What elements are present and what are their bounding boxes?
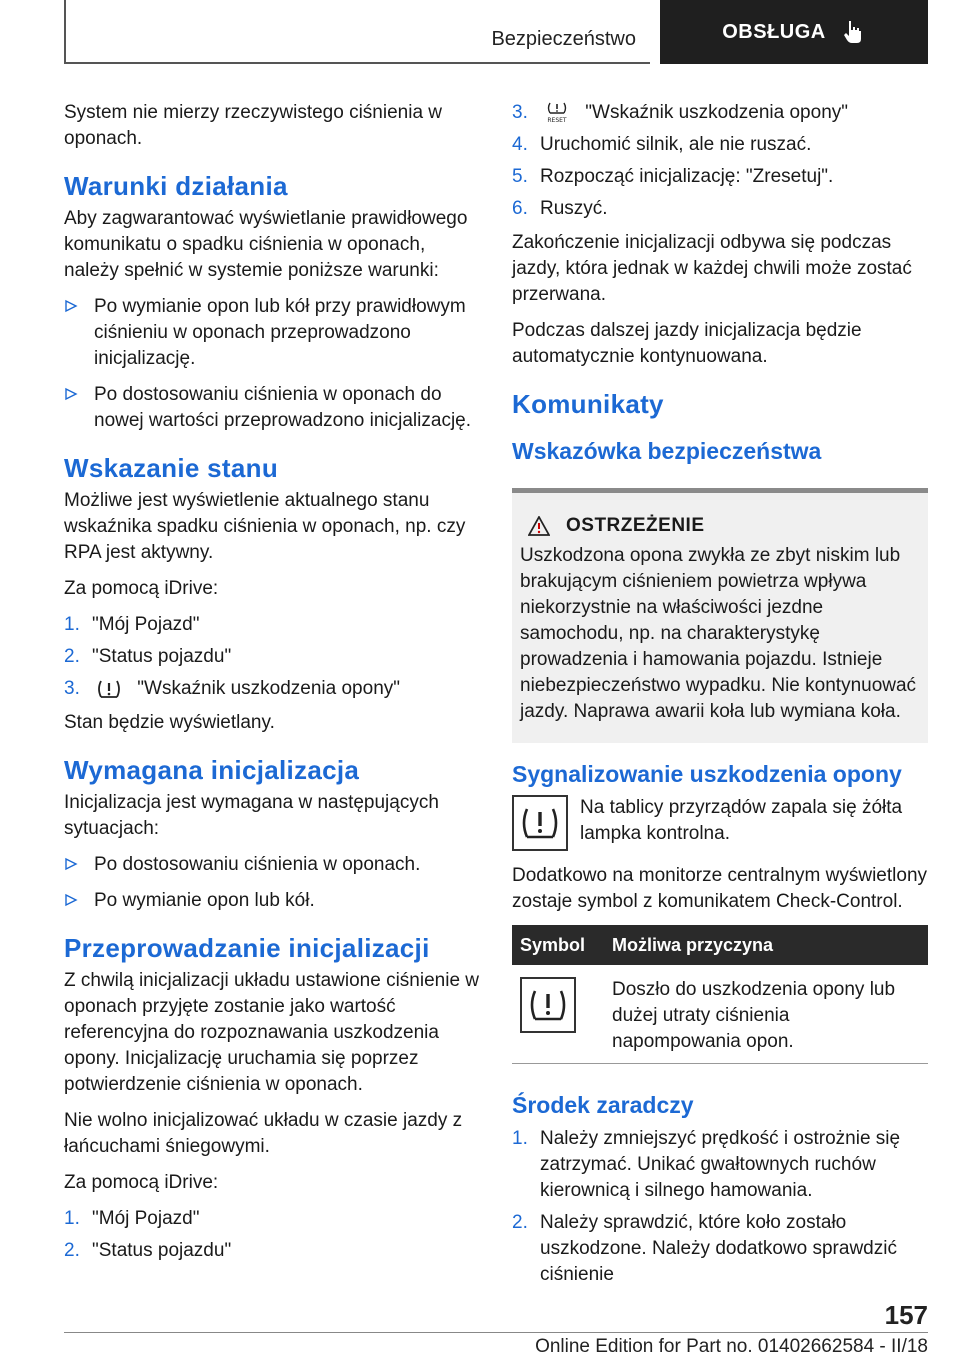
header-tab bbox=[660, 0, 928, 64]
operating-conditions-text: Aby zagwarantować wyświetlanie prawidłowego komunikatu o spadku ciśnienia w oponach, należy spełnić w systemie poniższe warunki: bbox=[64, 208, 468, 281]
completion-text: Zakończenie inicjalizacji odbywa się podczas jazdy, która jednak w każdej chwili może zostać przerwana. bbox=[512, 232, 912, 305]
table-cell-symbol bbox=[512, 965, 604, 1064]
status-heading: Wskazanie stanu bbox=[64, 453, 279, 483]
operating-conditions-list bbox=[64, 294, 480, 434]
list-item: Po dostosowaniu ciśnienia w oponach do nowej wartości przeprowadzono inicjalizację. bbox=[64, 382, 480, 434]
tpms-indicator-icon bbox=[512, 795, 568, 851]
safety-heading: Wskazówka bezpieczeństwa bbox=[512, 438, 822, 464]
header-underline bbox=[64, 62, 650, 64]
perform-init-via: Za pomocą iDrive: bbox=[64, 1172, 219, 1193]
list-item: 2. "Status pojazdu" bbox=[64, 646, 232, 667]
remedy-heading: Środek zaradczy bbox=[512, 1092, 694, 1118]
list-item: Po wymianie opon lub kół przy prawidłowym ciśnieniu w oponach przeprowadzono inicjalizację. bbox=[64, 294, 480, 372]
list-item: 1. "Mój Pojazd" bbox=[64, 614, 200, 635]
check-control-text: Dodatkowo na monitorze centralnym wyświetlony zostaje symbol z komunikatem Check-Control. bbox=[512, 865, 928, 912]
svg-text:RESET: RESET bbox=[547, 116, 567, 124]
list-item: 6. Ruszyć. bbox=[512, 198, 608, 219]
warning-label: OSTRZEŻENIE bbox=[566, 515, 705, 536]
list-item: 4. Uruchomić silnik, ale nie ruszać. bbox=[512, 134, 812, 155]
list-item: 2. Należy sprawdzić, które koło zostało uszkodzone. Należy dodatkowo sprawdzić ciśnienie bbox=[512, 1212, 897, 1285]
list-item: 3. RESET "Wskaźnik uszkodzenia opony" bbox=[512, 102, 849, 124]
intro-text: System nie mierzy rzeczywistego ciśnienia w oponach. bbox=[64, 102, 443, 149]
remedy-steps bbox=[512, 1126, 928, 1288]
perform-init-text: Z chwilą inicjalizacji układu ustawione ciśnienie w oponach przyjęte zostanie jako wartość referencyjna do rozpoznawania uszkodzenia opony. Inicjalizację uruchamia się poprzez potwierdzenie ciśnienia w oponach. bbox=[64, 970, 480, 1095]
triangle-bullet-icon bbox=[64, 857, 78, 871]
status-via: Za pomocą iDrive: bbox=[64, 578, 219, 599]
perform-init-steps bbox=[64, 1206, 480, 1264]
symbol-table bbox=[512, 925, 928, 1064]
table-header-row bbox=[512, 925, 928, 965]
status-steps bbox=[64, 612, 480, 702]
status-result: Stan będzie wyświetlany. bbox=[64, 712, 275, 733]
list-item: 1. Należy zmniejszyć prędkość i ostrożnie się zatrzymać. Unikać gwałtownych ruchów kierownicą i silnego hamowania. bbox=[512, 1128, 901, 1201]
list-item: 3. "Wskaźnik uszkodzenia opony" bbox=[64, 678, 401, 699]
footer-edition: Online Edition for Part no. 01402662584 - II/18 bbox=[535, 1336, 928, 1357]
table-header-cause: Możliwa przyczyna bbox=[604, 925, 928, 965]
list-item: 1. "Mój Pojazd" bbox=[64, 1208, 200, 1229]
triangle-bullet-icon bbox=[64, 387, 78, 401]
required-init-list bbox=[64, 852, 480, 914]
triangle-bullet-icon bbox=[64, 299, 78, 313]
signal-heading: Sygnalizowanie uszkodzenia opony bbox=[512, 761, 902, 787]
header-tab-label: OBSŁUGA bbox=[722, 20, 826, 43]
operating-conditions-heading: Warunki działania bbox=[64, 171, 288, 201]
warning-title bbox=[528, 515, 920, 537]
list-item: Po wymianie opon lub kół. bbox=[64, 888, 480, 914]
list-item: 5. Rozpocząć inicjalizację: "Zresetuj". bbox=[512, 166, 834, 187]
warning-box bbox=[512, 488, 928, 743]
perform-init-snow-chains: Nie wolno inicjalizować układu w czasie jazdy z łańcuchami śniegowymi. bbox=[64, 1110, 463, 1157]
header-section-title: Bezpieczeństwo bbox=[491, 28, 636, 50]
indicator-row bbox=[512, 795, 928, 851]
warning-triangle-icon bbox=[528, 516, 550, 536]
pointing-hand-icon bbox=[840, 19, 866, 45]
init-continue-steps bbox=[512, 100, 928, 222]
tpms-indicator-icon bbox=[520, 977, 576, 1033]
messages-heading: Komunikaty bbox=[512, 389, 664, 419]
tire-pressure-icon bbox=[96, 678, 122, 700]
table-header-symbol: Symbol bbox=[512, 925, 604, 965]
right-column bbox=[512, 100, 928, 1296]
page-number: 157 bbox=[884, 1300, 928, 1330]
table-cell-cause: Doszło do uszkodzenia opony lub dużej utraty ciśnienia napompowania opon. bbox=[604, 965, 928, 1064]
required-init-heading: Wymagana inicjalizacja bbox=[64, 755, 360, 785]
status-text: Możliwe jest wyświetlenie aktualnego stanu wskaźnika spadku ciśnienia w oponach, np. czy RPA jest aktywny. bbox=[64, 490, 466, 563]
required-init-text: Inicjalizacja jest wymagana w następujących sytuacjach: bbox=[64, 792, 439, 839]
header-rule bbox=[64, 0, 66, 64]
signal-text: Na tablicy przyrządów zapala się żółta lampka kontrolna. bbox=[580, 797, 903, 844]
list-item: 2. "Status pojazdu" bbox=[64, 1240, 232, 1261]
warning-text: Uszkodzona opona zwykła ze zbyt niskim lub brakującym ciśnieniem powietrza wpływa niekorzystnie na właściwości jezdne samochodu, np. na charakterystykę prowadzenia i hamowania pojazdu. Istnieje niebezpieczeństwo wypadku. Nie kontynuować jazdy. Naprawa awarii koła lub wymiana koła. bbox=[520, 545, 917, 722]
continuation-text: Podczas dalszej jazdy inicjalizacja będzie automatycznie kontynuowana. bbox=[512, 320, 862, 367]
table-row bbox=[512, 965, 928, 1064]
perform-init-heading: Przeprowadzanie inicjalizacji bbox=[64, 933, 430, 963]
left-column bbox=[64, 100, 480, 1272]
footer-rule bbox=[64, 1332, 928, 1333]
triangle-bullet-icon bbox=[64, 893, 78, 907]
list-item: Po dostosowaniu ciśnienia w oponach. bbox=[64, 852, 480, 878]
tire-reset-icon bbox=[544, 102, 570, 124]
